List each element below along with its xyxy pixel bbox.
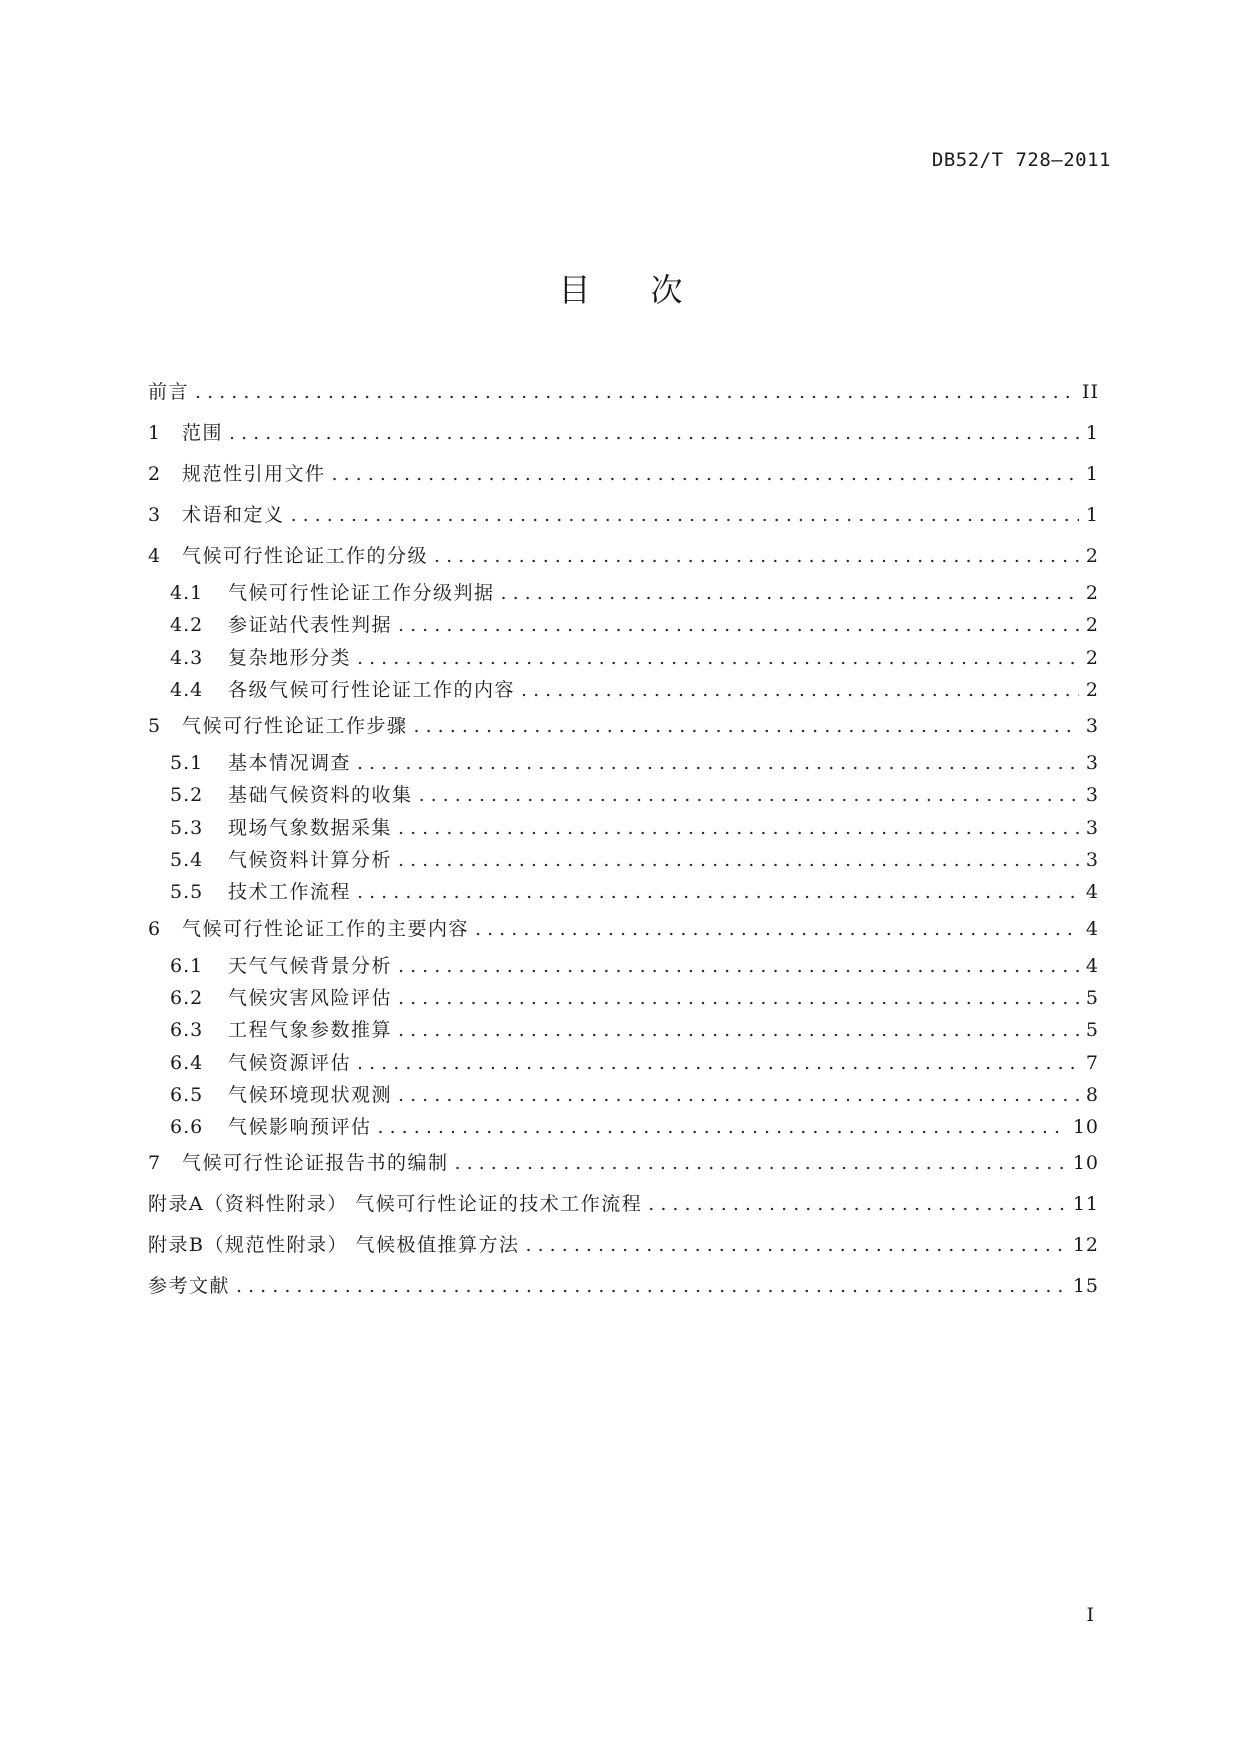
toc-entry-title: 术语和定义	[182, 504, 285, 526]
toc-subentry[interactable]	[148, 844, 1099, 876]
toc-entry-page: 12	[1072, 1234, 1099, 1257]
toc-entry-title: 复杂地形分类	[228, 646, 352, 669]
toc-entry-page: II	[1081, 381, 1099, 403]
toc-entry-number: 6.5	[170, 1083, 204, 1106]
toc-entry-title: 工程气象参数推算	[228, 1019, 393, 1042]
toc-entry-number: 6.2	[170, 986, 204, 1009]
dot-leader	[398, 950, 1079, 982]
toc-entry-number: 6.4	[170, 1051, 204, 1074]
toc-entry-title: 气候可行性论证工作的主要内容	[182, 917, 470, 940]
standard-code: DB52/T 728—2011	[931, 149, 1111, 171]
toc-entry-page: 3	[1085, 715, 1099, 738]
dot-leader	[357, 747, 1079, 779]
toc-entry-title: 气候可行性论证工作分级判据	[228, 582, 495, 604]
toc-subentry[interactable]	[148, 642, 1099, 674]
toc-entry-page: 4	[1085, 917, 1099, 940]
toc-subentry[interactable]	[148, 577, 1099, 609]
toc-entry-number: 5.2	[170, 784, 204, 807]
dot-leader	[419, 779, 1079, 811]
toc-subentry[interactable]	[148, 1014, 1099, 1046]
toc-entry[interactable]	[148, 706, 1099, 747]
dot-leader	[398, 982, 1079, 1014]
toc-entry[interactable]	[148, 909, 1099, 950]
toc-entry-number: 6.3	[170, 1019, 204, 1042]
toc-entry-title: 参证站代表性判据	[228, 614, 393, 637]
toc-entry[interactable]	[148, 1143, 1099, 1184]
toc-subentry[interactable]	[148, 982, 1099, 1014]
toc-entry-number: 4.1	[170, 582, 204, 604]
toc-entry-number: 5.1	[170, 752, 204, 775]
toc-entry-title: 气候灾害风险评估	[228, 986, 393, 1009]
toc-entry-page: 10	[1072, 1116, 1099, 1139]
toc-entry-page: 4	[1085, 954, 1099, 977]
dot-leader	[414, 706, 1079, 747]
toc-entry-title: 附录B（规范性附录） 气候极值推算方法	[148, 1234, 520, 1257]
toc-entry-page: 8	[1085, 1083, 1099, 1106]
toc-entry-page: 2	[1085, 582, 1099, 604]
dot-leader	[357, 1047, 1079, 1079]
toc-entry[interactable]	[148, 454, 1099, 495]
toc-subentry[interactable]	[148, 876, 1099, 908]
dot-leader	[332, 454, 1079, 495]
toc-entry-number: 2	[148, 463, 162, 485]
toc-entry-number: 4.4	[170, 678, 204, 701]
dot-leader	[357, 876, 1079, 908]
dot-leader	[195, 372, 1076, 413]
dot-leader	[398, 812, 1079, 844]
toc-entry-number: 7	[148, 1152, 162, 1175]
dot-leader	[501, 577, 1079, 609]
toc-entry-title: 气候可行性论证工作步骤	[182, 715, 408, 738]
toc-entry-title: 现场气象数据采集	[228, 816, 393, 839]
toc-entry-number: 5.4	[170, 849, 204, 872]
toc-entry-page: 3	[1085, 752, 1099, 775]
toc-entry[interactable]	[148, 413, 1099, 454]
toc-entry-number: 4	[148, 545, 162, 567]
toc-entry-page: 5	[1085, 1019, 1099, 1042]
toc-entry[interactable]	[148, 1266, 1099, 1307]
dot-leader	[236, 1266, 1067, 1307]
dot-leader	[291, 495, 1079, 536]
toc-subentry[interactable]	[148, 950, 1099, 982]
toc-entry-page: 1	[1085, 504, 1099, 526]
toc-entry-page: 3	[1085, 784, 1099, 807]
toc-subentry[interactable]	[148, 812, 1099, 844]
dot-leader	[398, 844, 1079, 876]
toc-entry-number: 6.6	[170, 1116, 204, 1139]
toc-subentry[interactable]	[148, 1079, 1099, 1111]
toc-entry-number: 3	[148, 504, 162, 526]
toc-entry[interactable]	[148, 495, 1099, 536]
toc-entry-title: 气候可行性论证报告书的编制	[182, 1152, 449, 1175]
dot-leader	[455, 1143, 1067, 1184]
toc-entry-page: 4	[1085, 881, 1099, 904]
toc-entry-title: 前言	[148, 381, 190, 403]
toc-entry-page: 10	[1072, 1152, 1099, 1175]
toc-entry-page: 7	[1085, 1051, 1099, 1074]
dot-leader	[398, 1079, 1079, 1111]
toc-entry-page: 3	[1085, 849, 1099, 872]
toc-entry[interactable]	[148, 1225, 1099, 1266]
toc-subentry[interactable]	[148, 1111, 1099, 1143]
toc-entry-page: 2	[1085, 614, 1099, 637]
toc-subentry[interactable]	[148, 779, 1099, 811]
toc-entry[interactable]	[148, 372, 1099, 413]
toc-entry-number: 4.3	[170, 646, 204, 669]
dot-leader	[378, 1111, 1067, 1143]
toc-entry-title: 基础气候资料的收集	[228, 784, 413, 807]
toc-entry-title: 附录A（资料性附录） 气候可行性论证的技术工作流程	[148, 1193, 643, 1216]
toc-entry-page: 2	[1085, 545, 1099, 567]
dot-leader	[648, 1184, 1067, 1225]
toc-entry-page: 2	[1085, 646, 1099, 669]
table-of-contents	[148, 372, 1099, 1307]
toc-entry-title: 范围	[182, 422, 224, 444]
toc-entry-number: 1	[148, 422, 162, 444]
toc-entry-page: 2	[1085, 678, 1099, 701]
toc-entry-number: 5.3	[170, 816, 204, 839]
toc-entry-page: 1	[1085, 463, 1099, 485]
toc-entry-title: 气候可行性论证工作的分级	[182, 545, 429, 567]
toc-subentry[interactable]	[148, 1047, 1099, 1079]
dot-leader	[357, 642, 1079, 674]
toc-entry-title: 基本情况调查	[228, 752, 352, 775]
toc-entry-page: 1	[1085, 422, 1099, 444]
toc-entry[interactable]	[148, 536, 1099, 577]
dot-leader	[526, 1225, 1067, 1266]
toc-entry-title: 各级气候可行性论证工作的内容	[228, 678, 516, 701]
toc-entry-number: 4.2	[170, 614, 204, 637]
page-number: I	[1086, 1604, 1094, 1626]
toc-entry-page: 15	[1072, 1275, 1099, 1298]
dot-leader	[521, 674, 1079, 706]
toc-entry-title: 天气气候背景分析	[228, 954, 393, 977]
toc-entry-number: 5	[148, 715, 162, 738]
toc-entry-title: 参考文献	[148, 1275, 231, 1298]
toc-entry-title: 气候环境现状观测	[228, 1083, 393, 1106]
toc-subentry[interactable]	[148, 674, 1099, 706]
toc-entry-title: 规范性引用文件	[182, 463, 326, 485]
toc-entry-number: 5.5	[170, 881, 204, 904]
dot-leader	[398, 609, 1079, 641]
toc-entry-title: 气候资料计算分析	[228, 849, 393, 872]
toc-subentry[interactable]	[148, 747, 1099, 779]
toc-entry-number: 6	[148, 917, 162, 940]
toc-subentry[interactable]	[148, 609, 1099, 641]
toc-entry[interactable]	[148, 1184, 1099, 1225]
toc-entry-title: 气候资源评估	[228, 1051, 352, 1074]
dot-leader	[434, 536, 1079, 577]
toc-entry-page: 5	[1085, 986, 1099, 1009]
page-title: 目次	[558, 271, 743, 309]
dot-leader	[475, 909, 1079, 950]
toc-entry-page: 3	[1085, 816, 1099, 839]
toc-entry-title: 技术工作流程	[228, 881, 352, 904]
dot-leader	[398, 1014, 1079, 1046]
toc-entry-number: 6.1	[170, 954, 204, 977]
toc-entry-page: 11	[1072, 1193, 1099, 1216]
dot-leader	[229, 413, 1079, 454]
toc-entry-title: 气候影响预评估	[228, 1116, 372, 1139]
